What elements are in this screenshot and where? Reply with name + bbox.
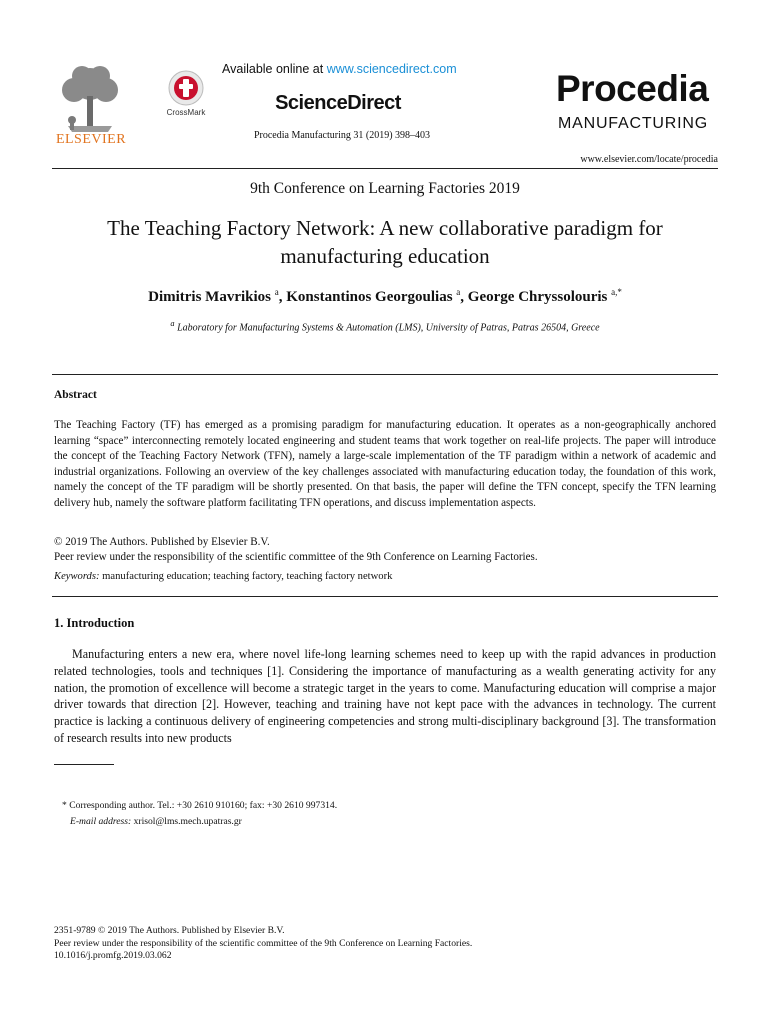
affiliation-text: Laboratory for Manufacturing Systems & Automation (LMS), University of Patras, Patras 26504, Greece: [177, 322, 600, 334]
affiliation-mark: a: [170, 319, 175, 328]
author-name: Dimitris Mavrikios: [148, 289, 272, 305]
introduction-paragraph: Manufacturing enters a new era, where novel life-long learning schemes need to keep up with the rapid advances in production related technologies, tools and techniques [1]. Considering the importance of manufacturing as a wealth generating activity for any nation, the promotion of excellence will become a strategic target in the years to come. Manufacturing education will comprise a major driver towards that direction [2]. However, teaching and training have not kept pace with the advances in technology. The current practice is lacking a continuous delivery of engineering competencies and strong multi-disciplinary background [3]. The transformation of research results into new products: [54, 647, 716, 745]
journal-url[interactable]: www.elsevier.com/locate/procedia: [580, 154, 718, 165]
paper-title: The Teaching Factory Network: A new collaborative paradigm for manufacturing education: [107, 216, 663, 268]
doi-line[interactable]: 10.1016/j.promfg.2019.03.062: [54, 950, 172, 962]
sciencedirect-brand: ScienceDirect: [275, 92, 401, 114]
crossmark-icon[interactable]: [168, 70, 204, 106]
procedia-logo: Procedia: [556, 68, 709, 109]
author-name: George Chryssolouris: [467, 289, 608, 305]
publication-info: [54, 925, 716, 963]
available-online-line: [222, 62, 482, 76]
issn-line: 2351-9789 © 2019 The Authors. Published by Elsevier B.V.: [54, 925, 285, 936]
author-list: Dimitris Mavrikios $^a$, Konstantinos Georgoulias $^a$, George Chryssolouris $^{a,*}$: [148, 287, 622, 305]
corresponding-author-note: * Corresponding author. Tel.: +30 2610 910160; fax: +30 2610 997314.: [62, 800, 338, 811]
abstract-body: The Teaching Factory (TF) has emerged as a promising paradigm for manufacturing education. It operates as a non-geographically anchored learning “space” interconnecting remotely located engineering and student teams that work together on real-life projects. The paper will introduce the concept of the Teaching Factory Network (TFN), namely a large-scale implementation of the TF paradigm within a network of academic and industrial organizations. Following an overview of the key challenges associated with manufacturing education today, the foundation of this work, namely the concept of the TF paradigm will be shortly presented. On that basis, the paper will define the TFN concept, specify the TFN learning delivery hub, namely the software platform facilitating TFN operations, and discuss implementation aspects.: [54, 419, 716, 509]
abstract-bottom-divider: [52, 596, 718, 597]
manufacturing-logo: MANUFACTURING: [558, 115, 708, 132]
affiliation: [52, 319, 718, 333]
crossmark-label: CrossMark: [166, 108, 206, 117]
header-divider: [52, 168, 718, 169]
author-affiliation-mark: a: [274, 287, 279, 297]
copyright-line: © 2019 The Authors. Published by Elsevier B.V.: [54, 536, 270, 548]
email-line: [62, 814, 702, 830]
keywords-line: [54, 571, 716, 582]
conference-name: 9th Conference on Learning Factories 2019: [250, 180, 520, 197]
email-label: E-mail address:: [70, 816, 132, 827]
keywords-label: Keywords:: [54, 571, 100, 582]
keywords-text: manufacturing education; teaching factory, teaching factory network: [102, 571, 393, 582]
abstract-heading: Abstract: [54, 389, 97, 401]
peer-review-line: Peer review under the responsibility of the scientific committee of the 9th Conference on Learning Factories.: [54, 551, 538, 563]
abstract-top-divider: [52, 374, 718, 375]
available-online-prefix: Available online at: [222, 62, 327, 76]
author-name: Konstantinos Georgoulias: [286, 289, 453, 305]
author-affiliation-mark: a,*: [611, 287, 622, 297]
email-address[interactable]: xrisol@lms.mech.upatras.gr: [133, 816, 242, 827]
elsevier-wordmark: ELSEVIER: [55, 132, 127, 147]
sciencedirect-link[interactable]: www.sciencedirect.com: [326, 62, 457, 76]
copyright-block: [54, 535, 716, 565]
author-affiliation-mark: a: [456, 287, 461, 297]
footnote-divider: [54, 764, 114, 765]
footnote: [62, 798, 702, 830]
section-heading-introduction: 1. Introduction: [54, 616, 135, 630]
bottom-peer-review-line: Peer review under the responsibility of the scientific committee of the 9th Conference on Learning Factories.: [54, 937, 473, 949]
journal-reference: Procedia Manufacturing 31 (2019) 398–403: [253, 130, 431, 141]
